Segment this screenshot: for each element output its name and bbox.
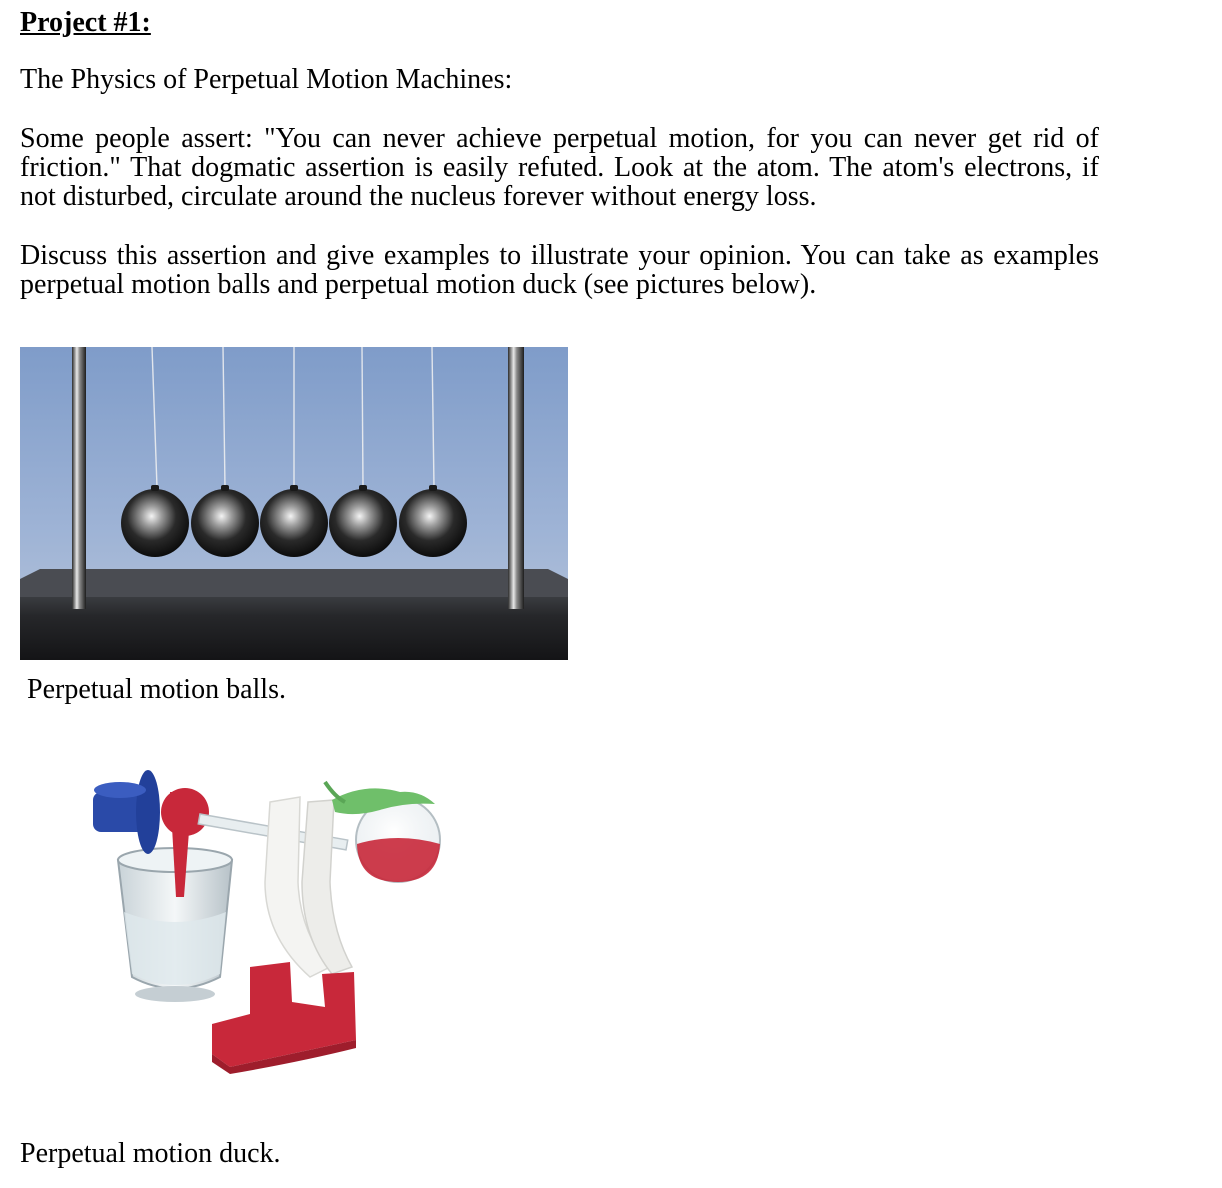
perpetual-motion-balls-image xyxy=(20,347,568,660)
paragraph-assertion: Some people assert: "You can never achieve perpetual motion, for you can never get rid of friction." That dogmatic assertion is easily refuted. Look at the atom. The atom's electrons, if not disturbed, circulate around the nucleus forever without energy loss. xyxy=(20,123,1099,212)
perpetual-motion-duck-image xyxy=(60,762,460,1092)
project-heading: Project #1: xyxy=(20,7,151,38)
project-subtitle: The Physics of Perpetual Motion Machines: xyxy=(20,64,513,95)
figure-caption-duck: Perpetual motion duck. xyxy=(20,1138,281,1169)
figure-caption-balls: Perpetual motion balls. xyxy=(27,674,286,705)
paragraph-discussion: Discuss this assertion and give examples to illustrate your opinion. You can take as examples perpetual motion balls and perpetual motion duck (see pictures below). xyxy=(20,240,1099,300)
